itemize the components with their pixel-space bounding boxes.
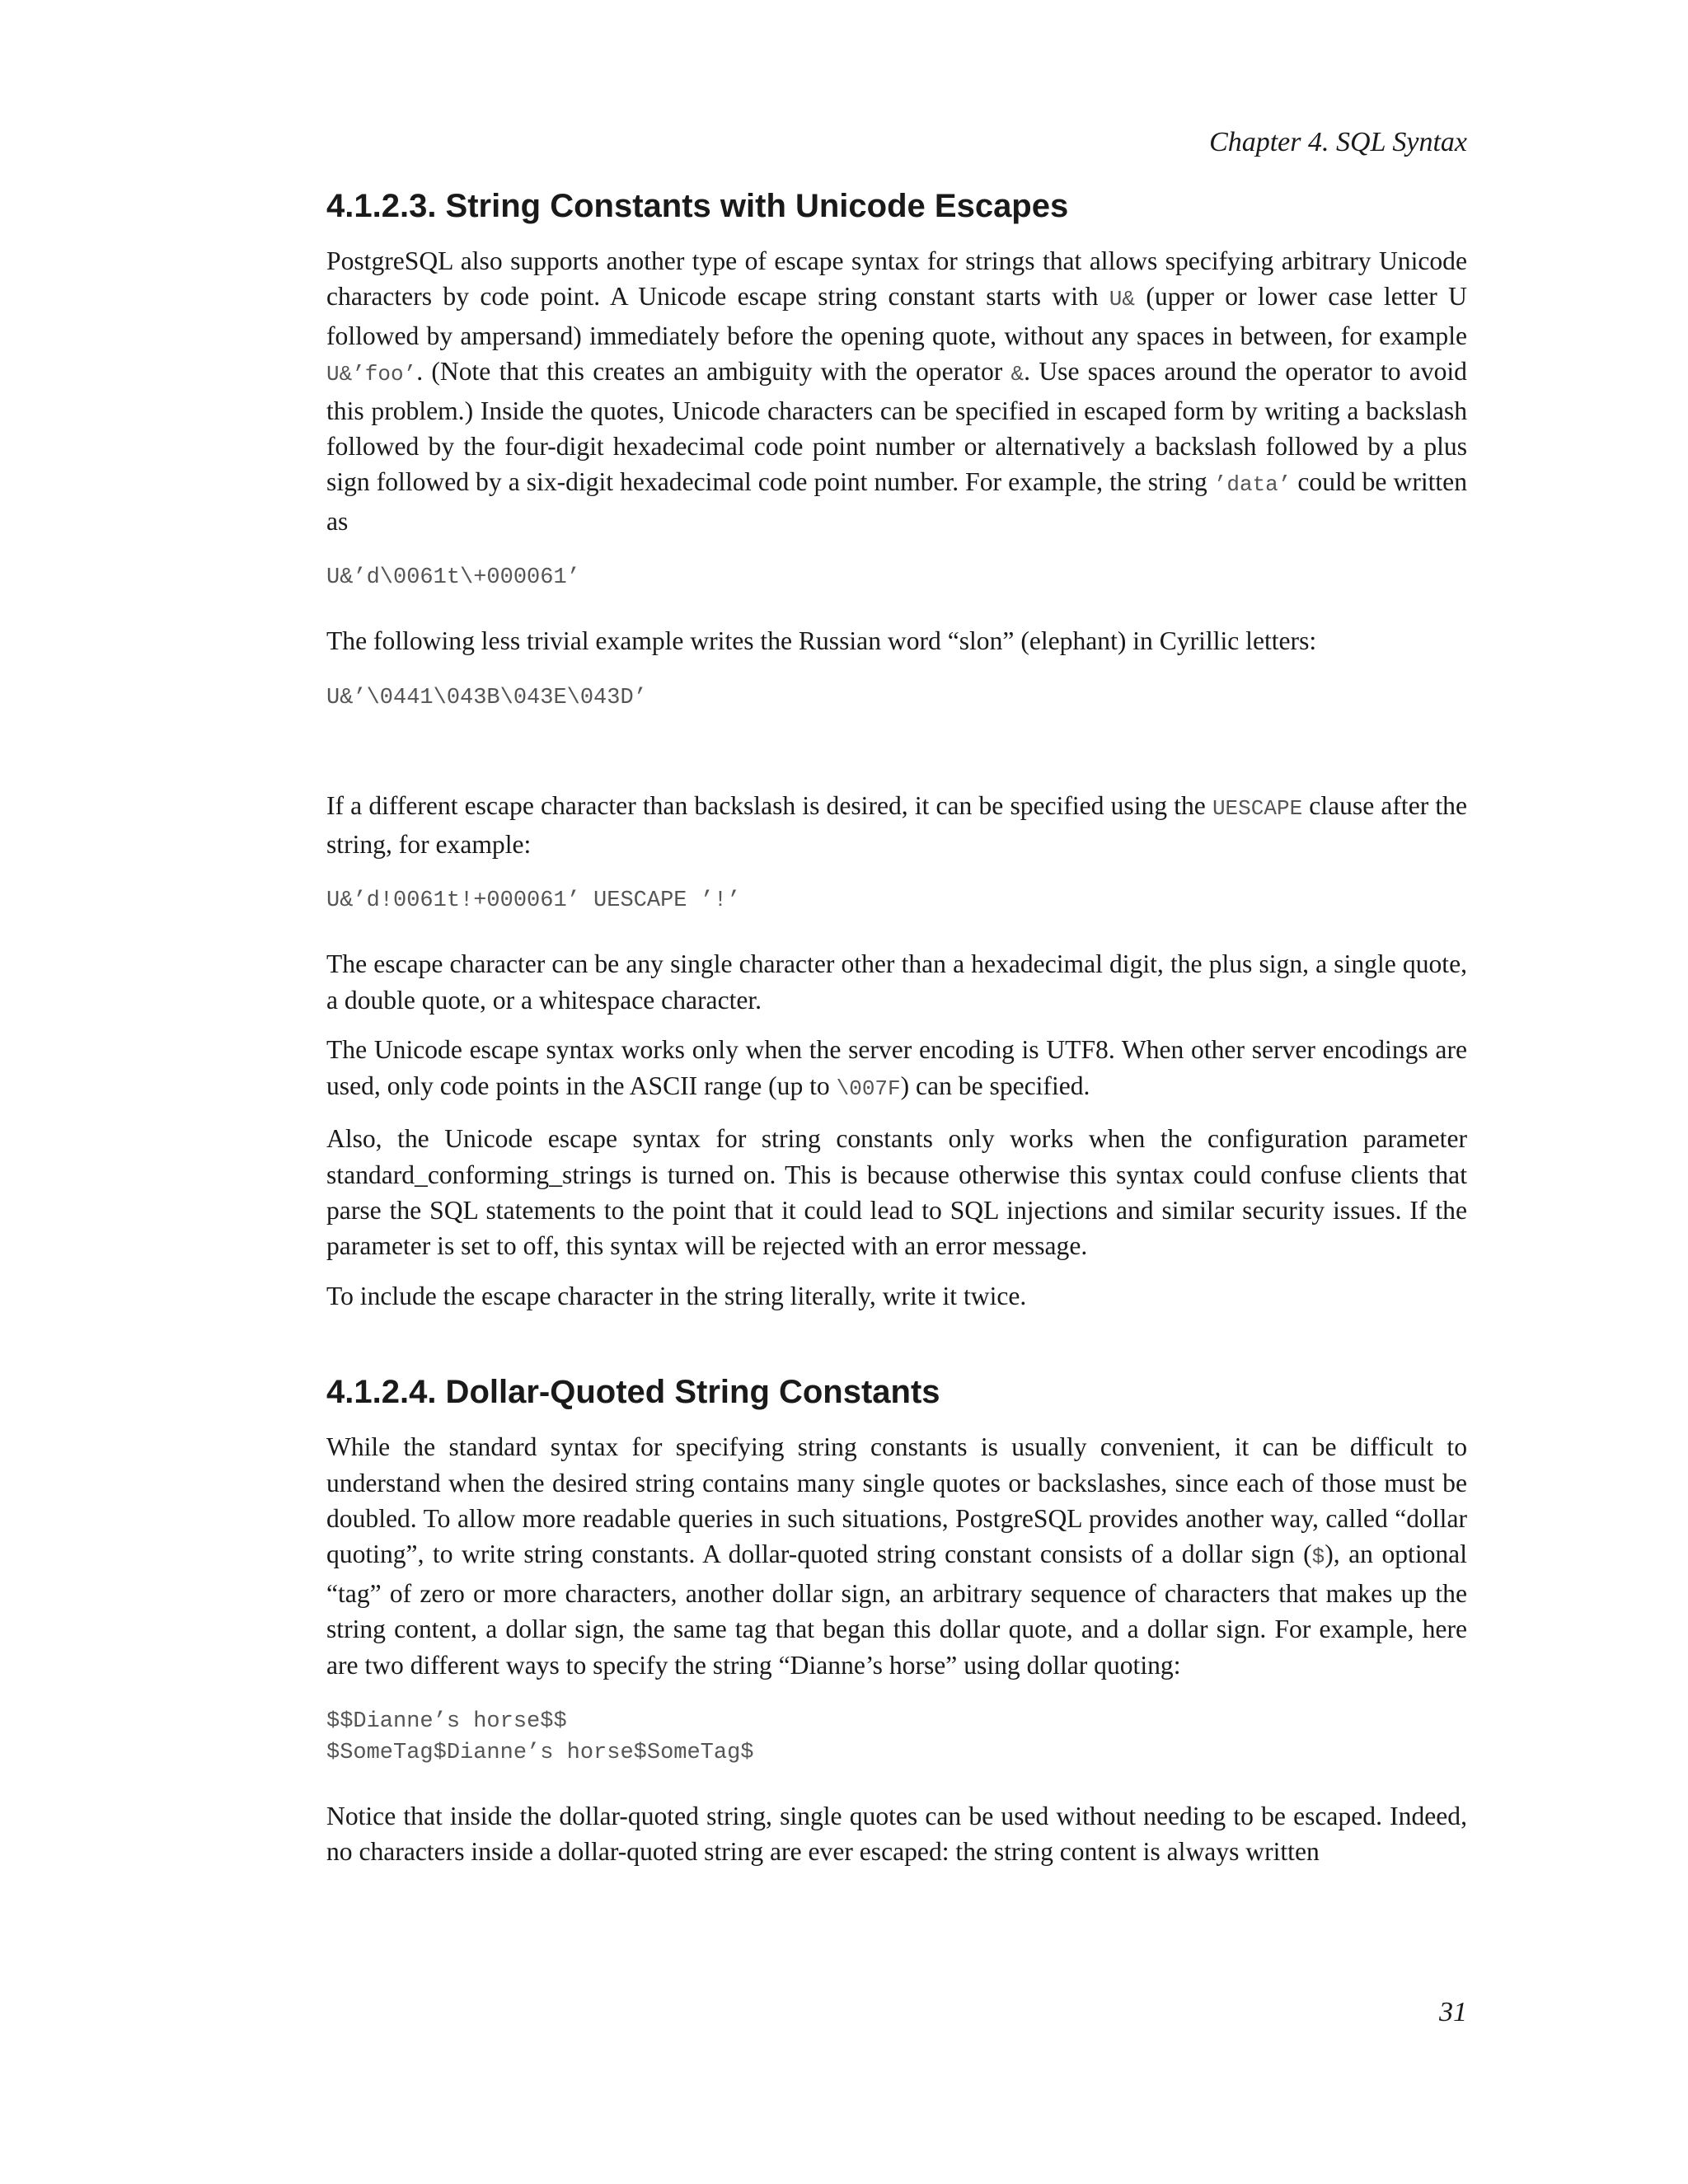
paragraph: To include the escape character in the string literally, write it twice. xyxy=(326,1281,1027,1310)
paragraph: The Unicode escape syntax works only when the server encoding is UTF8. When other server encodings are used, only code points in the ASCII range (up to \007F) can be specified. xyxy=(326,1035,1467,1101)
inline-code: U&’foo’ xyxy=(326,362,417,387)
paragraph: Also, the Unicode escape syntax for string constants only works when the configuration parameter standard_conforming_strings is turned on. This is because otherwise this syntax could confuse clients that parse the SQL statements to the point that it could lead to SQL injections and similar security issues. If the parameter is set to off, this syntax will be rejected with an error message. xyxy=(326,1124,1467,1261)
inline-code: U& xyxy=(1109,287,1136,312)
paragraph: The following less trivial example writes the Russian word “slon” (elephant) in Cyrillic letters: xyxy=(326,626,1317,656)
paragraph: While the standard syntax for specifying string constants is usually convenient, it can be difficult to understand when the desired string contains many single quotes or backslashes, since each of those must be doubled. To allow more readable queries in such situations, PostgreSQL provides another way, called “dollar quoting”, to write string constants. A dollar-quoted string constant consists of a dollar sign ($), an optional “tag” of zero or more characters, another dollar sign, an arbitrary sequence of characters that makes up the string content, a dollar sign, the same tag that began this dollar quote, and a dollar sign. For example, here are two different ways to specify the string “Dianne’s horse” using dollar quoting: xyxy=(326,1432,1467,1680)
inline-code: & xyxy=(1010,362,1025,387)
code-example: U&’\0441\043B\043E\043D’ xyxy=(326,685,647,710)
inline-code: ’data’ xyxy=(1213,472,1292,498)
running-header: Chapter 4. SQL Syntax xyxy=(1209,127,1467,157)
code-example: U&’d!0061t!+000061’ UESCAPE ’!’ xyxy=(326,888,741,914)
paragraph: PostgreSQL also supports another type of escape syntax for strings that allows specifying arbitrary Unicode characters by code point. A Unicode escape string constant starts with U& (upper or lower case letter U followed by ampersand) immediately before the opening quote, without any spaces in between, for example U&’foo’. (Note that this creates an ambiguity with the operator &. Use spaces around the operator to avoid this problem.) Inside the quotes, Unicode characters can be specified in escaped form by writing a backslash followed by the four-digit hexadecimal code point number or alternatively a backslash followed by a plus sign followed by a six-digit hexadecimal code point number. For example, the string ’data’ could be written as xyxy=(326,246,1468,536)
paragraph: Notice that inside the dollar-quoted string, single quotes can be used without needing to be escaped. Indeed, no characters inside a dollar-quoted string are ever escaped: the string content is always written xyxy=(326,1801,1467,1867)
inline-code: UESCAPE xyxy=(1212,795,1303,821)
code-example: U&’d\0061t\+000061’ xyxy=(326,565,580,591)
paragraph: If a different escape character than backslash is desired, it can be specified using the UESCAPE clause after the string, for example: xyxy=(326,790,1467,860)
inline-code: $ xyxy=(1311,1544,1325,1570)
page-content xyxy=(326,185,1467,1884)
section-heading-dollar-quoted: 4.1.2.4. Dollar-Quoted String Constants xyxy=(326,1374,940,1411)
section-heading-unicode-escapes: 4.1.2.3. String Constants with Unicode Escapes xyxy=(326,188,1069,224)
paragraph: The escape character can be any single character other than a hexadecimal digit, the plus sign, a single quote, a double quote, or a whitespace character. xyxy=(326,949,1467,1015)
page-number: 31 xyxy=(1439,1997,1467,2027)
code-example: $$Dianne’s horse$$ $SomeTag$Dianne’s horse$SomeTag$ xyxy=(326,1708,754,1765)
inline-code: \007F xyxy=(836,1076,901,1101)
